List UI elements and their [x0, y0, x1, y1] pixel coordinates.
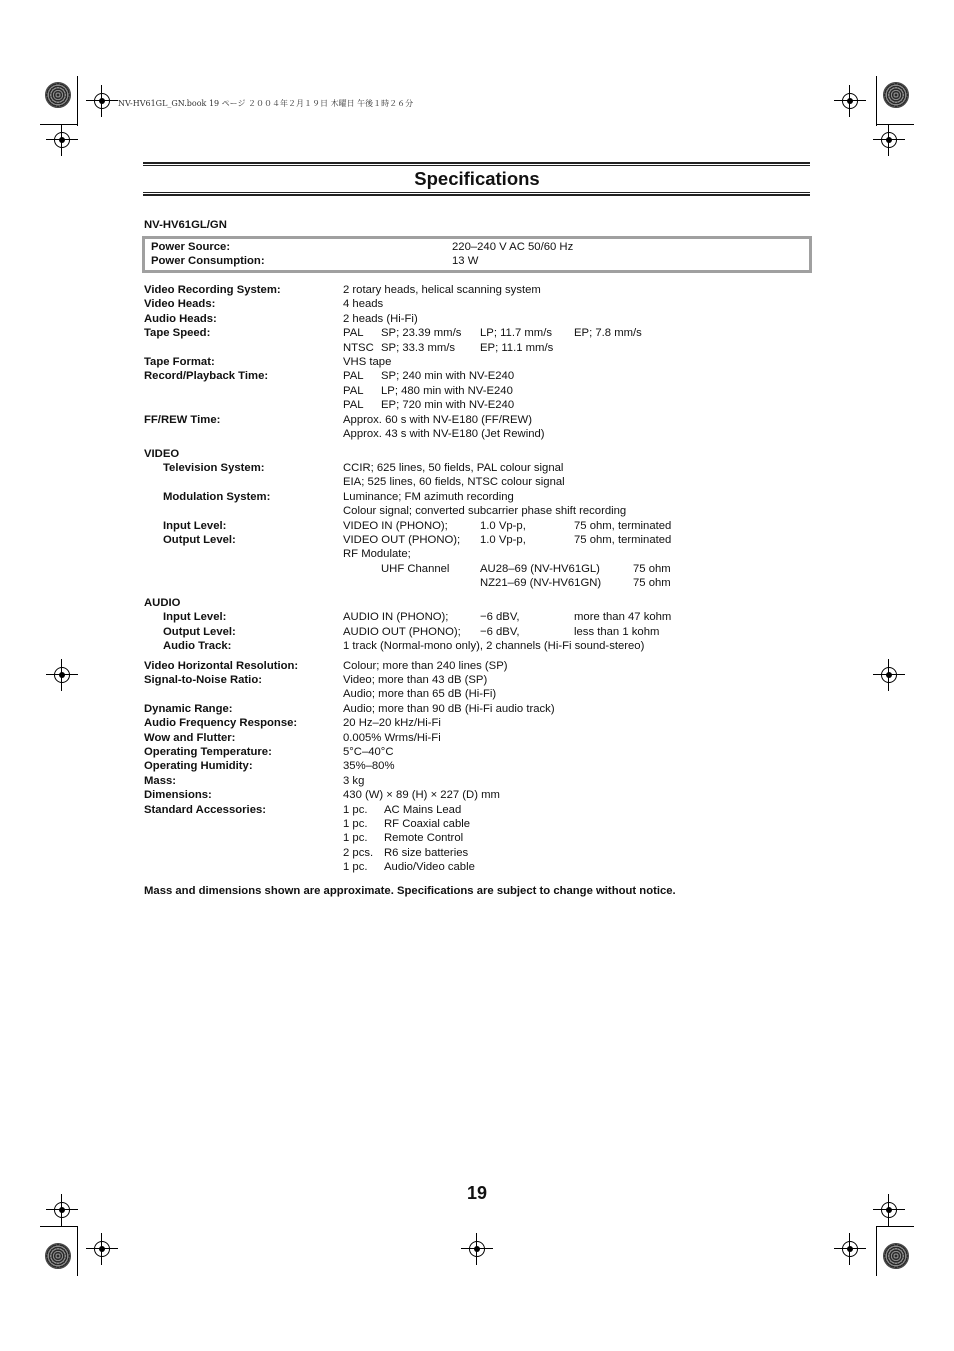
spec-value: 35%–80%	[343, 760, 395, 772]
spec-label: Mass:	[144, 775, 177, 787]
accessory-qty: 2 pcs.	[343, 847, 374, 859]
color-dot-icon	[883, 1243, 909, 1269]
page-number: 19	[466, 1183, 488, 1203]
registration-mark-icon	[873, 659, 905, 691]
spec-value: 430 (W) × 89 (H) × 227 (D) mm	[343, 789, 500, 801]
spec-label: Video Heads:	[144, 298, 216, 310]
spec-value: EIA; 525 lines, 60 fields, NTSC colour signal	[343, 476, 565, 488]
spec-value: CCIR; 625 lines, 50 fields, PAL colour signal	[343, 462, 564, 474]
crop-line	[876, 76, 877, 126]
accessory-qty: 1 pc.	[343, 804, 368, 816]
title-rule-top	[143, 162, 810, 164]
crop-line	[40, 1226, 78, 1227]
spec-label: Input Level:	[163, 611, 227, 623]
crop-line	[77, 76, 78, 126]
spec-value: 75 ohm	[633, 563, 671, 575]
color-dot-icon	[45, 82, 71, 108]
spec-value: Audio; more than 65 dB (Hi-Fi)	[343, 688, 497, 700]
rec-time-lp: LP; 480 min with NV-E240	[381, 385, 513, 397]
spec-value: AUDIO OUT (PHONO);	[343, 626, 461, 638]
spec-value: 1 track (Normal-mono only), 2 channels (Hi-Fi sound-stereo)	[343, 640, 645, 652]
spec-value: VHS tape	[343, 356, 392, 368]
power-consumption-label: Power Consumption:	[151, 255, 265, 267]
registration-mark-icon	[86, 1233, 118, 1265]
spec-value: Audio; more than 90 dB (Hi-Fi audio track)	[343, 703, 555, 715]
power-consumption-value: 13 W	[452, 255, 479, 267]
spec-value: −6 dBV,	[480, 611, 520, 623]
spec-value: 4 heads	[343, 298, 384, 310]
spec-value: Video; more than 43 dB (SP)	[343, 674, 488, 686]
accessory-qty: 1 pc.	[343, 818, 368, 830]
spec-value: VIDEO IN (PHONO);	[343, 520, 448, 532]
accessory-name: Remote Control	[384, 832, 464, 844]
spec-value: 1.0 Vp-p,	[480, 534, 526, 546]
spec-value: Colour; more than 240 lines (SP)	[343, 660, 508, 672]
rec-time-pal: PAL	[343, 399, 364, 411]
crop-line	[876, 1226, 877, 1276]
spec-label: Operating Temperature:	[144, 746, 272, 758]
spec-value: NZ21–69 (NV-HV61GN)	[480, 577, 602, 589]
spec-value: Approx. 43 s with NV-E180 (Jet Rewind)	[343, 428, 545, 440]
accessory-name: RF Coaxial cable	[384, 818, 471, 830]
tape-speed-pal-lp: LP; 11.7 mm/s	[480, 327, 552, 339]
spec-value: 5°C–40°C	[343, 746, 394, 758]
spec-label: FF/REW Time:	[144, 414, 221, 426]
spec-value: 0.005% Wrms/Hi-Fi	[343, 732, 441, 744]
spec-value: AUDIO IN (PHONO);	[343, 611, 449, 623]
power-source-value: 220–240 V AC 50/60 Hz	[452, 241, 574, 253]
spec-label: Record/Playback Time:	[144, 370, 269, 382]
spec-value: 2 heads (Hi-Fi)	[343, 313, 418, 325]
spec-label: Wow and Flutter:	[144, 732, 236, 744]
color-dot-icon	[883, 82, 909, 108]
spec-label: Dimensions:	[144, 789, 212, 801]
model-name: NV-HV61GL/GN	[144, 219, 227, 231]
section-heading-video: VIDEO	[144, 448, 180, 460]
registration-mark-icon	[86, 85, 118, 117]
spec-value: Colour signal; converted subcarrier phase shift recording	[343, 505, 627, 517]
tape-speed-ntsc-ep: EP; 11.1 mm/s	[480, 342, 554, 354]
spec-label: Signal-to-Noise Ratio:	[144, 674, 262, 686]
spec-value: Luminance; FM azimuth recording	[343, 491, 514, 503]
crop-line	[40, 124, 78, 125]
tape-speed-pal-sp: SP; 23.39 mm/s	[381, 327, 462, 339]
spec-value: VIDEO OUT (PHONO);	[343, 534, 461, 546]
spec-label: Tape Format:	[144, 356, 215, 368]
spec-label: Television System:	[163, 462, 265, 474]
tape-speed-pal: PAL	[343, 327, 364, 339]
rec-time-ep: EP; 720 min with NV-E240	[381, 399, 515, 411]
spec-label: Operating Humidity:	[144, 760, 253, 772]
tape-speed-pal-ep: EP; 7.8 mm/s	[574, 327, 642, 339]
title-rule-bottom-thin	[143, 192, 810, 193]
spec-label: Audio Track:	[163, 640, 232, 652]
spec-value: 75 ohm, terminated	[574, 520, 672, 532]
spec-label: Standard Accessories:	[144, 804, 267, 816]
registration-mark-icon	[46, 659, 78, 691]
crop-line	[876, 124, 914, 125]
spec-value: 1.0 Vp-p,	[480, 520, 526, 532]
rec-time-sp: SP; 240 min with NV-E240	[381, 370, 515, 382]
crop-line	[876, 1226, 914, 1227]
spec-label: Video Horizontal Resolution:	[144, 660, 299, 672]
spec-label: Output Level:	[163, 534, 236, 546]
accessory-name: R6 size batteries	[384, 847, 469, 859]
rec-time-pal: PAL	[343, 370, 364, 382]
spec-value: 75 ohm, terminated	[574, 534, 672, 546]
spec-value: less than 1 kohm	[574, 626, 660, 638]
section-heading-audio: AUDIO	[144, 597, 181, 609]
spec-value: Approx. 60 s with NV-E180 (FF/REW)	[343, 414, 532, 426]
color-dot-icon	[45, 1243, 71, 1269]
registration-mark-icon	[834, 1233, 866, 1265]
spec-value: AU28–69 (NV-HV61GL)	[480, 563, 600, 575]
spec-label: Tape Speed:	[144, 327, 211, 339]
accessory-qty: 1 pc.	[343, 861, 368, 873]
spec-value: more than 47 kohm	[574, 611, 672, 623]
registration-mark-icon	[834, 85, 866, 117]
accessory-qty: 1 pc.	[343, 832, 368, 844]
spec-value: 75 ohm	[633, 577, 671, 589]
spec-value: 20 Hz–20 kHz/Hi-Fi	[343, 717, 441, 729]
spec-label: Input Level:	[163, 520, 227, 532]
power-source-label: Power Source:	[151, 241, 231, 253]
tape-speed-ntsc: NTSC	[343, 342, 374, 354]
spec-value: UHF Channel	[381, 563, 450, 575]
accessory-name: AC Mains Lead	[384, 804, 462, 816]
tape-speed-ntsc-sp: SP; 33.3 mm/s	[381, 342, 456, 354]
spec-label: Video Recording System:	[144, 284, 281, 296]
spec-label: Audio Frequency Response:	[144, 717, 298, 729]
registration-mark-icon	[461, 1233, 493, 1265]
footer-note: Mass and dimensions shown are approximate. Specifications are subject to change without notice.	[144, 885, 676, 897]
crop-line	[77, 1226, 78, 1276]
registration-mark-icon	[873, 124, 905, 156]
title-rule-bottom	[143, 194, 810, 196]
spec-label: Dynamic Range:	[144, 703, 233, 715]
spec-value: 3 kg	[343, 775, 365, 787]
spec-value: RF Modulate;	[343, 548, 411, 560]
spec-value: −6 dBV,	[480, 626, 520, 638]
spec-label: Modulation System:	[163, 491, 271, 503]
page-title: Specifications	[414, 168, 540, 189]
spec-value: 2 rotary heads, helical scanning system	[343, 284, 541, 296]
title-rule-top-thin	[143, 165, 810, 166]
registration-mark-icon	[46, 124, 78, 156]
accessory-name: Audio/Video cable	[384, 861, 475, 873]
rec-time-pal: PAL	[343, 385, 364, 397]
print-info: NV-HV61GL_GN.book 19 ページ ２００４年２月１９日 木曜日 午後１時２６分	[118, 99, 414, 108]
spec-label: Audio Heads:	[144, 313, 217, 325]
spec-label: Output Level:	[163, 626, 236, 638]
